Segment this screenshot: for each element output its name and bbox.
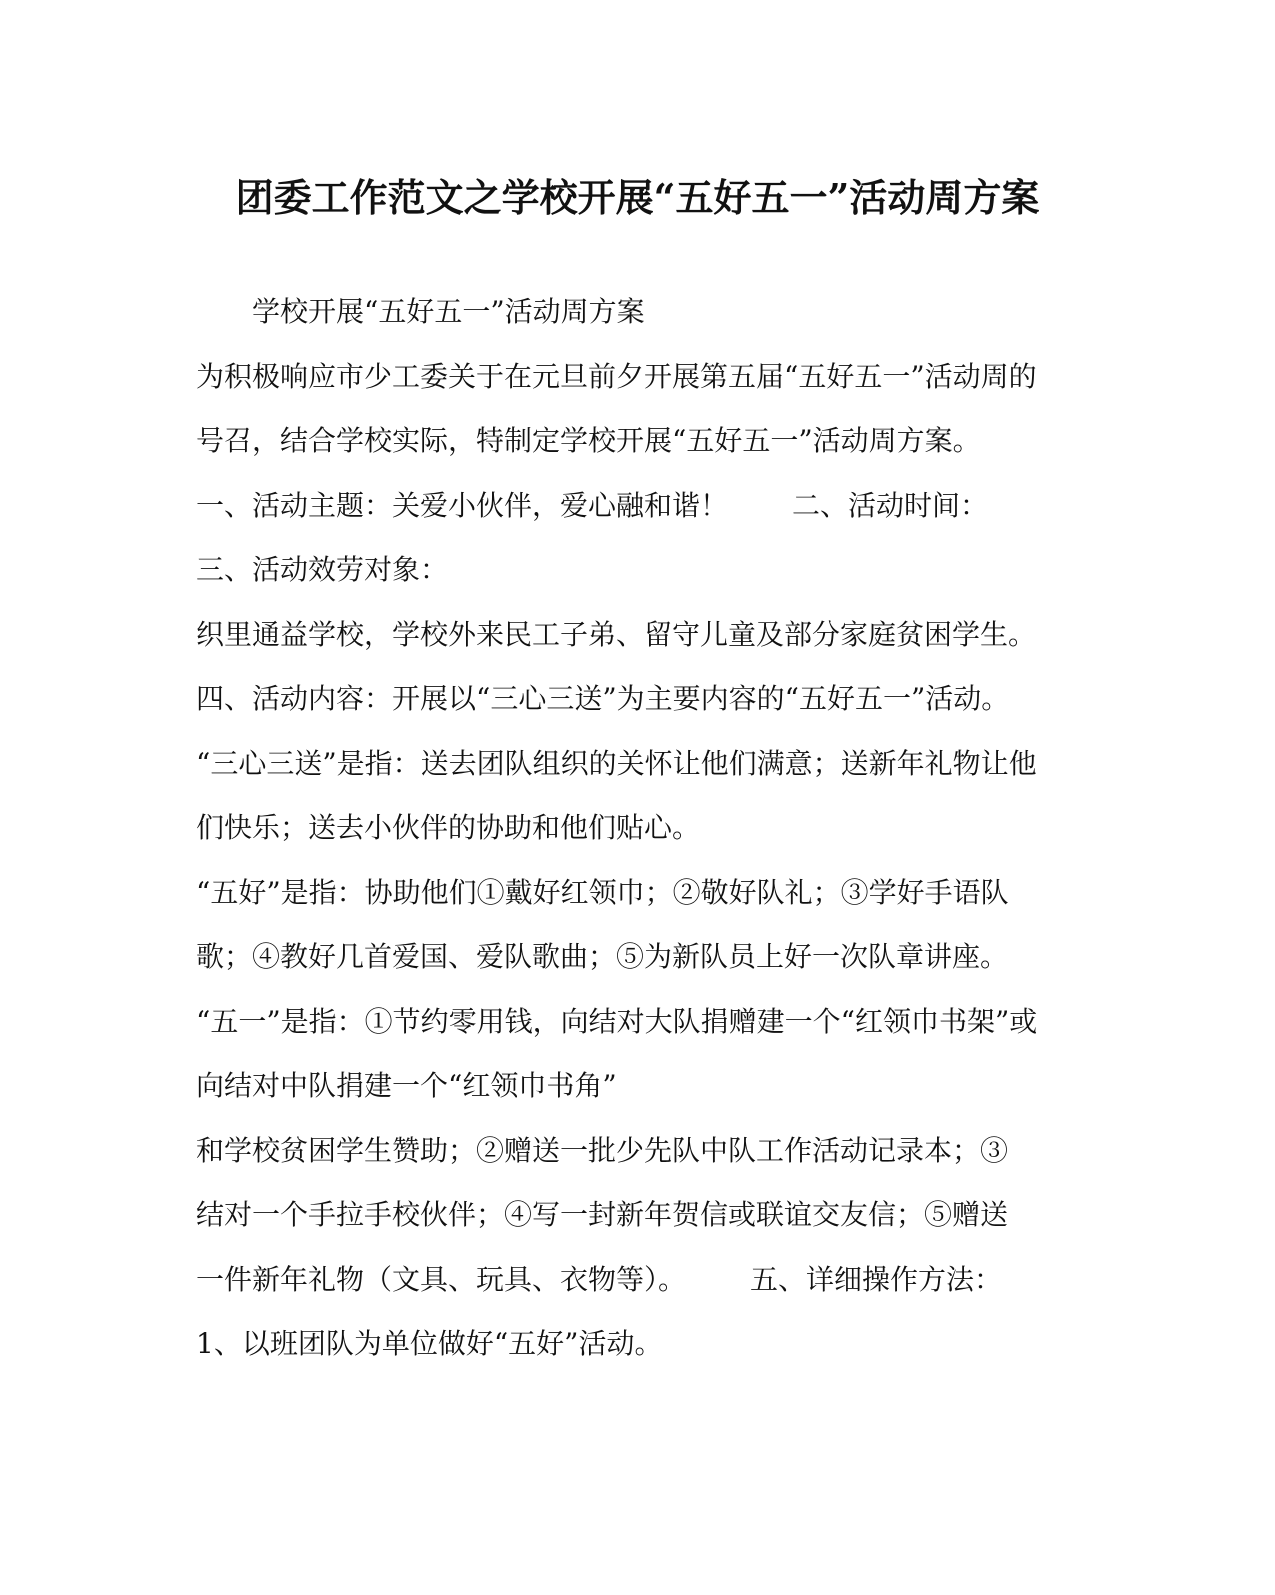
- paragraph-line: “三心三送”是指：送去团队组织的关怀让他们满意；送新年礼物让他: [196, 746, 1037, 780]
- paragraph-text: 一件新年礼物（文具、玩具、衣物等）。: [196, 1262, 687, 1296]
- paragraph-line: 向结对中队捐建一个“红领巾书角”: [196, 1069, 617, 1102]
- paragraph-line: 歌；④教好几首爱国、爱队歌曲；⑤为新队员上好一次队章讲座。: [196, 940, 1009, 973]
- document-title: 团委工作范文之学校开展“五好五一”活动周方案: [235, 175, 1040, 220]
- paragraph-line: [196, 474, 1096, 539]
- paragraph-line: 们快乐；送去小伙伴的协助和他们贴心。: [196, 811, 701, 844]
- paragraph-line: 学校开展“五好五一”活动周方案: [252, 295, 645, 328]
- paragraph-line: 结对一个手拉手校伙伴；④写一封新年贺信或联谊交友信；⑤赠送: [196, 1198, 1009, 1231]
- paragraph-line: 织里通益学校，学校外来民工子弟、留守儿童及部分家庭贫困学生。: [196, 617, 1037, 651]
- section-heading-target: 三、活动效劳对象：: [196, 553, 449, 586]
- paragraph-line: 1、以班团队为单位做好“五好”活动。: [196, 1327, 663, 1360]
- paragraph-line: 和学校贫困学生赞助；②赠送一批少先队中队工作活动记录本；③: [196, 1133, 1009, 1167]
- section-heading-content: 四、活动内容：开展以“三心三送”为主要内容的“五好五一”活动。: [196, 682, 1010, 715]
- section-heading-method: 五、详细操作方法：: [750, 1262, 1003, 1296]
- paragraph-line: “五好”是指：协助他们①戴好红领巾；②敬好队礼；③学好手语队: [196, 875, 1009, 909]
- section-heading-theme: 一、活动主题：关爱小伙伴，爱心融和谐！: [196, 488, 729, 522]
- document-body: [196, 280, 1096, 1377]
- paragraph-line: 为积极响应市少工委关于在元旦前夕开展第五届“五好五一”活动周的: [196, 359, 1037, 393]
- paragraph-line: 号召，结合学校实际，特制定学校开展“五好五一”活动周方案。: [196, 424, 981, 457]
- section-heading-time: 二、活动时间：: [792, 488, 989, 522]
- paragraph-line: [196, 1248, 1096, 1313]
- paragraph-line: “五一”是指：①节约零用钱，向结对大队捐赠建一个“红领巾书架”或: [196, 1004, 1038, 1038]
